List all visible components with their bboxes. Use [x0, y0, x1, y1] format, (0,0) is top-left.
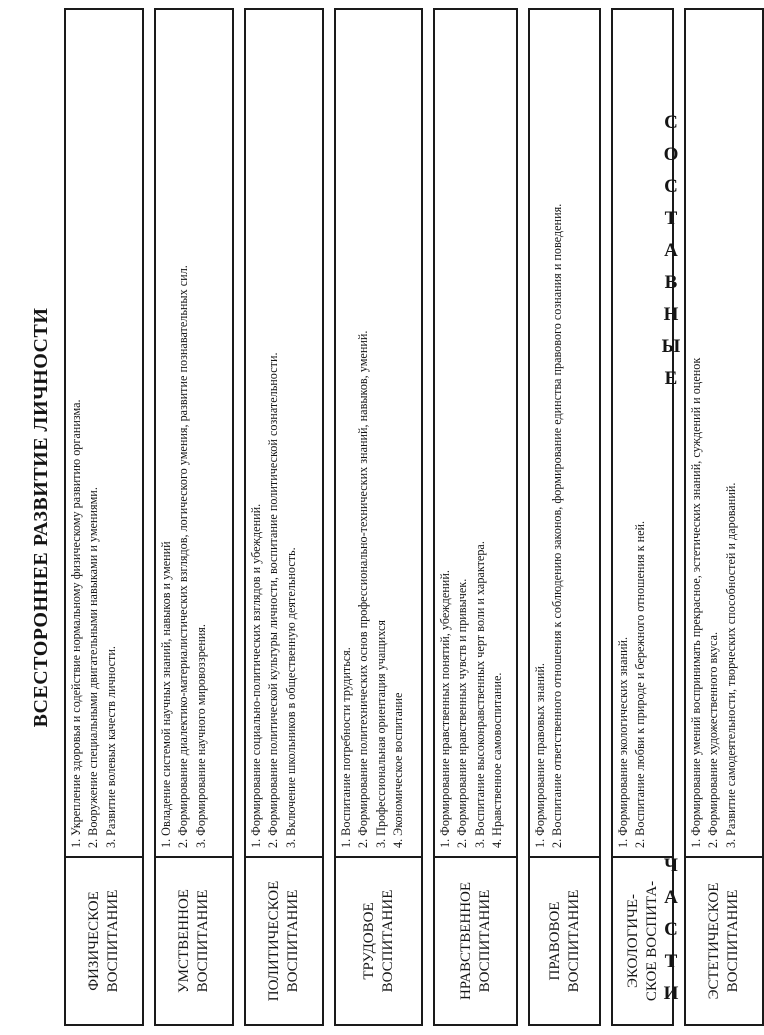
list-item: 4. Нравственное самовоспитание. [489, 672, 504, 848]
list-item: 1. Воспитание потребности трудиться. [339, 647, 353, 848]
list-item: 1. Формирование правовых знаний. [533, 663, 547, 848]
row-label [244, 856, 324, 1026]
side-left-letter: А [664, 240, 678, 261]
list-item: 2. Воспитание ответственного отношения к соблюдению законов, формирование единства правового сознания и поведения. [550, 203, 565, 848]
side-left-letter: С [664, 176, 678, 197]
list-item: 4. Экономическое воспитание [390, 692, 405, 848]
page-title: ВСЕСТОРОННЕЕ РАЗВИТИЕ ЛИЧНОСТИ [30, 307, 52, 728]
row-label-text: НРАВСТВЕННОЕ ВОСПИТАНИЕ [457, 881, 493, 1001]
side-left-letter: Т [664, 208, 678, 229]
row-label [64, 856, 144, 1026]
row-items [154, 8, 234, 856]
side-left-letter: Ы [661, 336, 681, 357]
row-label-text: УМСТВЕННОЕ ВОСПИТАНИЕ [176, 889, 211, 993]
list-item: 3. Развитие волевых качеств личности. [103, 646, 118, 848]
list-item: 3. Формирование научного мировоззрения. [193, 624, 208, 848]
table-row [684, 8, 764, 1026]
list-item: 3. Профессиональная ориентация учащихся [373, 619, 388, 848]
table-row [244, 8, 324, 1026]
row-items [433, 8, 518, 856]
table-row [528, 8, 601, 1026]
list-item: 1. Овладение системой научных знаний, навыков и умений [159, 541, 173, 848]
side-left-letter: В [664, 272, 678, 293]
side-right-letter: А [664, 887, 678, 908]
side-label-right [660, 850, 682, 1010]
side-left-letter: Е [664, 368, 678, 389]
row-label-text: ТРУДОВОЕ ВОСПИТАНИЕ [360, 889, 396, 993]
side-right-letter: Ч [664, 855, 678, 876]
row-label [528, 856, 601, 1026]
list-item: 2. Вооружение специальными двигательными навыками и умениями. [86, 487, 101, 848]
row-label-text: ЭКОЛОГИЧЕ- СКОЕ ВОСПИТА- [624, 880, 660, 1002]
table-row [64, 8, 144, 1026]
row-label-text: ЭСТЕТИЧЕСКОЕ ВОСПИТАНИЕ [706, 882, 741, 1000]
row-label [334, 856, 423, 1026]
list-item: 2. Формирование политической культуры личности, воспитание политической сознательности. [266, 352, 281, 848]
side-left-letter: О [663, 144, 679, 165]
row-label-text: ПРАВОВОЕ ВОСПИТАНИЕ [546, 889, 582, 993]
list-item: 1. Формирование социально-политических взглядов и убеждений. [249, 503, 263, 848]
row-items [528, 8, 601, 856]
list-item: 2. Формирование политехнических основ профессионально-технических знаний, навыков, умений. [356, 330, 371, 848]
row-label-text: ПОЛИТИЧЕСКОЕ ВОСПИТАНИЕ [266, 880, 301, 1002]
row-label [684, 856, 764, 1026]
row-label-text: ФИЗИЧЕСКОЕ ВОСПИТАНИЕ [86, 889, 121, 993]
table-row [334, 8, 423, 1026]
list-item: 3. Воспитание высоконравственных черт воли и характера. [472, 541, 487, 848]
list-item: 1. Формирование экологических знаний. [616, 636, 630, 848]
row-items [334, 8, 423, 856]
side-left-letter: Н [663, 304, 679, 325]
list-item: 2. Воспитание любви к природе и бережного отношения к ней. [633, 520, 648, 848]
side-left-letter: С [664, 112, 678, 133]
table-row [154, 8, 234, 1026]
list-item: 1. Формирование умений воспринимать прекрасное, эстетических знаний, суждений и оценок [689, 357, 703, 848]
list-item: 2. Формирование художественного вкуса. [706, 631, 721, 848]
list-item: 1. Формирование нравственных понятий, убеждений. [438, 570, 452, 848]
row-label [154, 856, 234, 1026]
side-right-letter: С [664, 919, 678, 940]
list-item: 3. Развитие самодеятельности, творческих способностей и дарований. [723, 482, 738, 848]
list-item: 2. Формирование диалектико-материалистических взглядов, логического умения, развитие познавательных сил. [176, 265, 191, 848]
list-item: 2. Формирование нравственных чувств и привычек. [455, 578, 470, 848]
row-items [64, 8, 144, 856]
row-items [244, 8, 324, 856]
row-label [433, 856, 518, 1026]
side-right-letter: И [663, 983, 679, 1004]
row-items [684, 8, 764, 856]
side-right-letter: Т [664, 951, 678, 972]
table-row [433, 8, 518, 1026]
list-item: 1. Укрепление здоровья и содействие нормальному физическому развитию организма. [69, 399, 83, 848]
side-label-left [660, 107, 682, 395]
list-item: 3. Включение школьников в общественную деятельность. [283, 547, 298, 848]
